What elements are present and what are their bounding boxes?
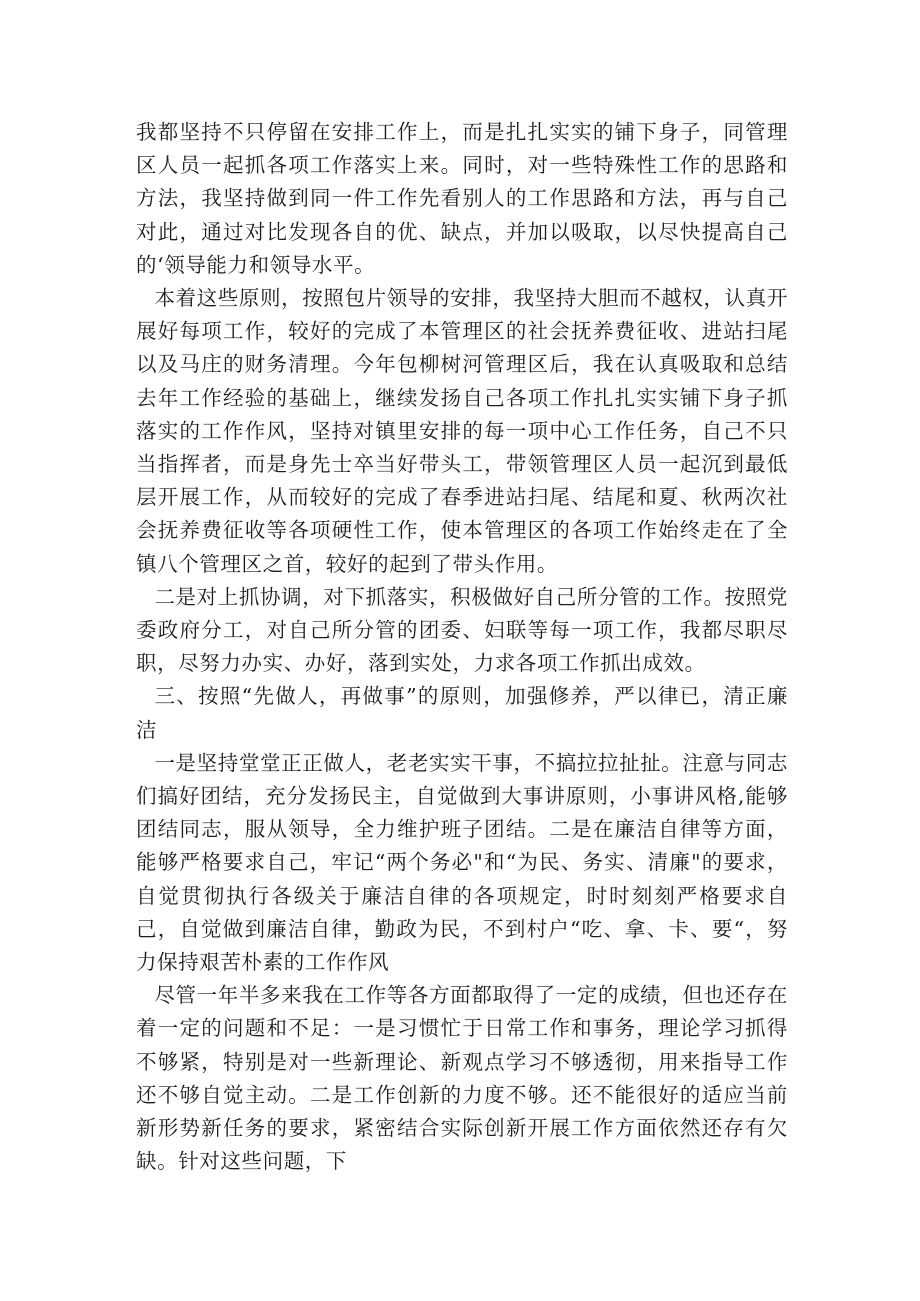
- paragraph-3: 二是对上抓协调，对下抓落实，积极做好自己所分管的工作。按照党委政府分工，对自己所分管的团委、妇联等每一项工作，我都尽职尽职，尽努力办实、办好，落到实处，力求各项工作抓出成效。: [136, 584, 788, 676]
- section-heading-3: 三、按照“先做人，再做事”的原则，加强修养，严以律已，清正廉洁: [136, 684, 788, 742]
- document-body: [136, 116, 788, 1179]
- paragraph-2: 本着这些原则，按照包片领导的安排，我坚持大胆而不越权，认真开展好每项工作，较好的完成了本管理区的社会抚养费征收、进站扫尾以及马庄的财务清理。今年包柳树河管理区后，我在认真吸取和总结去年工作经验的基础上，继续发扬自己各项工作扎扎实实铺下身子抓落实的工作作风，坚持对镇里安排的每一项中心工作任务，自己不只当指挥者，而是身先士卒当好带头工，带领管理区人员一起沉到最低层开展工作，从而较好的完成了春季进站扫尾、结尾和夏、秋两次社会抚养费征收等各项硬性工作，使本管理区的各项工作始终走在了全镇八个管理区之首，较好的起到了带头作用。: [136, 286, 788, 576]
- paragraph-4: 一是坚持堂堂正正做人，老老实实干事，不搞拉拉扯扯。注意与同志们搞好团结，充分发扬民主，自觉做到大事讲原则，小事讲风格,能够团结同志，服从领导，全力维护班子团结。二是在廉洁自律等方面，能够严格要求自己，牢记“两个务必"和“为民、务实、清廉"的要求，自觉贯彻执行各级关于廉洁自律的各项规定，时时刻刻严格要求自己，自觉做到廉洁自律，勤政为民，不到村户“吃、拿、卡、要“，努力保持艰苦朴素的工作作风: [136, 750, 788, 975]
- paragraph-1: 我都坚持不只停留在安排工作上，而是扎扎实实的铺下身子，同管理区人员一起抓各项工作落实上来。同时，对一些特殊性工作的思路和方法，我坚持做到同一件工作先看别人的工作思路和方法，再与自己对此，通过对比发现各自的优、缺点，并加以吸取，以尽快提高自己的‘领导能力和领导水平。: [136, 120, 788, 277]
- paragraph-5: 尽管一年半多来我在工作等各方面都取得了一定的成绩，但也还存在着一定的问题和不足：一是习惯忙于日常工作和事务，理论学习抓得不够紧，特别是对一些新理论、新观点学习不够透彻，用来指导工作还不够自觉主动。二是工作创新的力度不够。还不能很好的适应当前新形势新任务的要求，紧密结合实际创新开展工作方面依然还存有欠缺。针对这些问题，下: [136, 983, 788, 1174]
